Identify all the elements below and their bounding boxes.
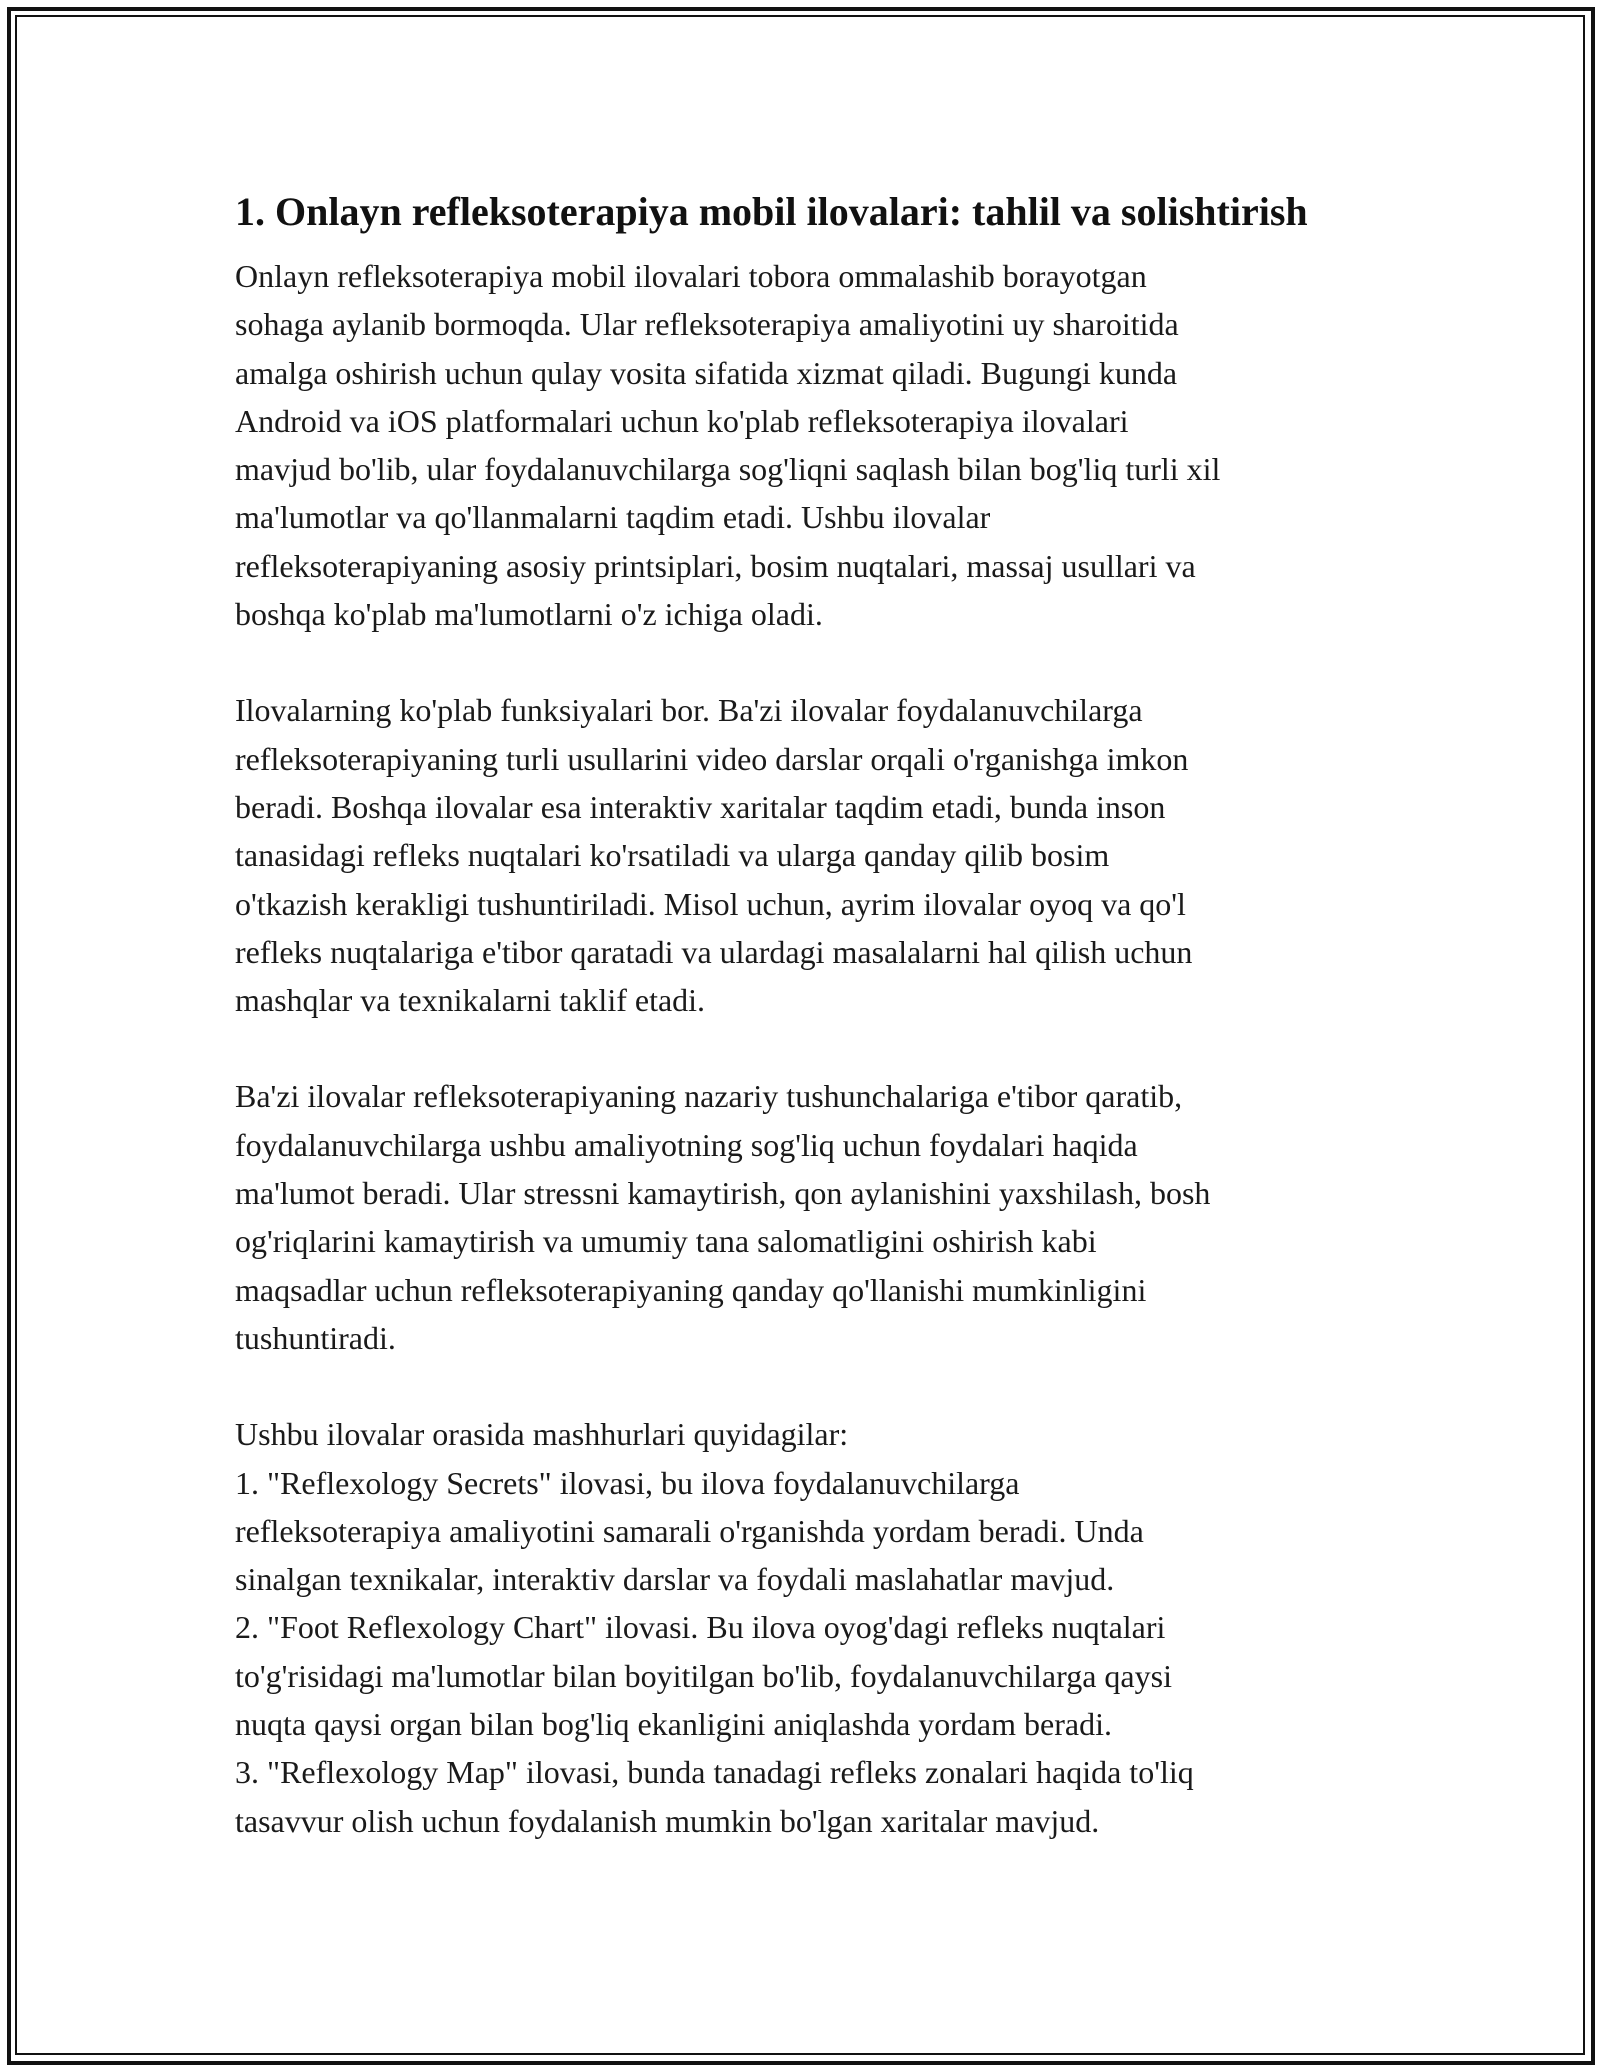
text-line: o'tkazish kerakligi tushuntiriladi. Misol uchun, ayrim ilovalar oyoq va qo'l [235,885,1186,922]
text-line: maqsadlar uchun refleksoterapiyaning qanday qo'llanishi mumkinligini [235,1271,1147,1308]
text-line: boshqa ko'plab ma'lumotlarni o'z ichiga oladi. [235,596,823,633]
list-item-line: tasavvur olish uchun foydalanish mumkin bo'lgan xaritalar mavjud. [235,1802,1100,1839]
text-line: tushuntiradi. [235,1319,396,1356]
text-line: Ilovalarning ko'plab funksiyalari bor. Ba'zi ilovalar foydalanuvchilarga [235,692,1143,729]
list-item-line: 2. "Foot Reflexology Chart" ilovasi. Bu ilova oyog'dagi refleks nuqtalari [235,1609,1166,1646]
text-line: amalga oshirish uchun qulay vosita sifatida xizmat qiladi. Bugungi kunda [235,354,1178,391]
text-line: refleksoterapiyaning asosiy printsiplari, bosim nuqtalari, massaj usullari va [235,547,1196,584]
text-line: ma'lumotlar va qo'llanmalarni taqdim etadi. Ushbu ilovalar [235,499,991,536]
list-item-line: sinalgan texnikalar, interaktiv darslar va foydali maslahatlar mavjud. [235,1561,1115,1598]
paragraph-popular-apps [235,1410,1375,1845]
section-heading: 1. Onlayn refleksoterapiya mobil ilovalari: tahlil va solishtirish [235,189,1308,234]
text-line: foydalanuvchilarga ushbu amaliyotning sog'liq uchun foydalari haqida [235,1126,1138,1163]
list-item-line: to'g'risidagi ma'lumotlar bilan boyitilgan bo'lib, foydalanuvchilarga qaysi [235,1657,1172,1694]
list-item-line: 3. "Reflexology Map" ilovasi, bunda tanadagi refleks zonalari haqida to'liq [235,1754,1194,1791]
text-line: og'riqlarini kamaytirish va umumiy tana salomatligini oshirish kabi [235,1223,1097,1260]
text-line: mavjud bo'lib, ular foydalanuvchilarga sog'liqni saqlash bilan bog'liq turli xil [235,451,1221,488]
text-line: mashqlar va texnikalarni taklif etadi. [235,982,706,1019]
text-line: ma'lumot beradi. Ular stressni kamaytirish, qon aylanishini yaxshilash, bosh [235,1175,1211,1212]
list-item-line: 1. "Reflexology Secrets" ilovasi, bu ilova foydalanuvchilarga [235,1464,1020,1501]
paragraph-functions [235,686,1375,1024]
text-line: Android va iOS platformalari uchun ko'plab refleksoterapiya ilovalari [235,402,1129,439]
text-line: tanasidagi refleks nuqtalari ko'rsatiladi va ularga qanday qilib bosim [235,837,1110,874]
list-item-line: refleksoterapiya amaliyotini samarali o'rganishda yordam beradi. Unda [235,1512,1144,1549]
document-body [235,186,1375,1893]
text-line: Ba'zi ilovalar refleksoterapiyaning nazariy tushunchalariga e'tibor qaratib, [235,1078,1183,1115]
text-line: Ushbu ilovalar orasida mashhurlari quyidagilar: [235,1416,849,1453]
paragraph-intro [235,252,1375,638]
text-line: refleks nuqtalariga e'tibor qaratadi va ulardagi masalalarni hal qilish uchun [235,933,1193,970]
text-line: sohaga aylanib bormoqda. Ular refleksoterapiya amaliyotini uy sharoitida [235,306,1179,343]
text-line: refleksoterapiyaning turli usullarini video darslar orqali o'rganishga imkon [235,740,1189,777]
text-line: beradi. Boshqa ilovalar esa interaktiv xaritalar taqdim etadi, bunda inson [235,788,1166,825]
text-line: Onlayn refleksoterapiya mobil ilovalari tobora ommalashib borayotgan [235,258,1147,294]
list-item-line: nuqta qaysi organ bilan bog'liq ekanligini aniqlashda yordam beradi. [235,1706,1112,1743]
paragraph-theory [235,1072,1375,1362]
